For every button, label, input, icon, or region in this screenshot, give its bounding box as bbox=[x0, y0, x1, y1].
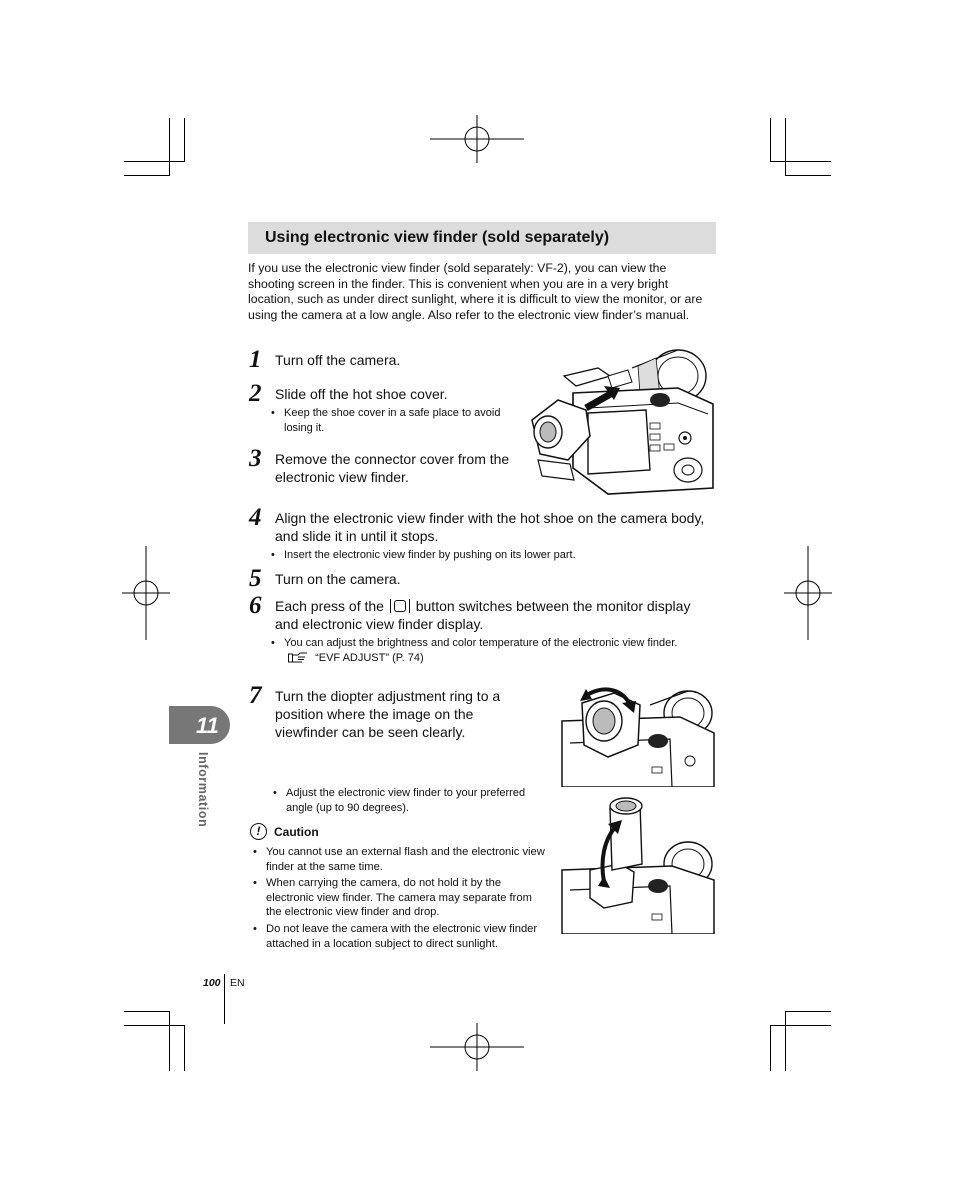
bullet: • bbox=[271, 549, 275, 561]
caution-item bbox=[253, 876, 548, 920]
step-7-number: 7 bbox=[249, 682, 262, 709]
diopter-adjust-illustration bbox=[560, 683, 716, 787]
section-title: Using electronic view finder (sold separately) bbox=[265, 229, 610, 246]
bullet: • bbox=[271, 407, 275, 419]
step-1-number: 1 bbox=[249, 346, 262, 373]
page-number-divider bbox=[224, 974, 225, 1024]
step-5-text: Turn on the camera. bbox=[275, 571, 401, 587]
step-2-note bbox=[271, 406, 504, 436]
step-4-note-text: Insert the electronic view finder by pushing on its lower part. bbox=[284, 549, 576, 561]
monitor-evf-button-icon bbox=[390, 599, 410, 613]
evf-tilt-illustration bbox=[560, 790, 716, 934]
step-3-text: Remove the connector cover from the electronic view finder. bbox=[275, 451, 510, 485]
step-1-text: Turn off the camera. bbox=[275, 352, 401, 368]
caution-item-text: When carrying the camera, do not hold it by the electronic view finder. The camera may separate from the electronic view finder and drop. bbox=[266, 877, 532, 919]
reference-hand-icon bbox=[288, 652, 308, 663]
registration-mark-top bbox=[430, 115, 524, 163]
chapter-label: Information bbox=[196, 752, 210, 828]
caution-item-text: You cannot use an external flash and the electronic view finder at the same time. bbox=[266, 846, 545, 873]
step-6-note-ref: “EVF ADJUST” (P. 74) bbox=[315, 652, 424, 664]
step-6-text-before: Each press of the bbox=[275, 598, 384, 614]
step-4-text: Align the electronic view finder with the hot shoe on the camera body, and slide it in until it stops. bbox=[275, 510, 705, 544]
chapter-number: 11 bbox=[196, 713, 219, 738]
step-6-note-text: You can adjust the brightness and color temperature of the electronic view finder. bbox=[284, 637, 678, 649]
step-7-note-text: Adjust the electronic view finder to your preferred angle (up to 90 degrees). bbox=[286, 787, 526, 814]
step-4-number: 4 bbox=[249, 504, 262, 531]
page-number: 100 bbox=[203, 977, 221, 989]
registration-mark-bottom bbox=[430, 1023, 524, 1071]
caution-item bbox=[253, 845, 548, 874]
step-2-number: 2 bbox=[249, 380, 262, 407]
step-6-note bbox=[271, 636, 704, 666]
step-6-text-after: button switches between the monitor display and electronic view finder display. bbox=[275, 598, 691, 632]
step-6-number: 6 bbox=[249, 592, 262, 619]
registration-mark-right bbox=[784, 546, 832, 640]
bullet: • bbox=[273, 787, 277, 799]
step-7-note bbox=[273, 786, 526, 816]
step-2-note-text: Keep the shoe cover in a safe place to avoid losing it. bbox=[284, 407, 501, 434]
step-5-number: 5 bbox=[249, 565, 262, 592]
step-3-number: 3 bbox=[249, 445, 262, 472]
bullet: • bbox=[271, 637, 275, 649]
caution-item bbox=[253, 922, 548, 951]
caution-title: Caution bbox=[274, 825, 319, 839]
bullet: • bbox=[253, 877, 257, 889]
intro-paragraph: If you use the electronic view finder (sold separately: VF-2), you can view the shooting screen in the finder. This is convenient when you are in a very bright location, such as under direct sunlight, where it is difficult to view the monitor, or are using the camera at a low angle. Also refer to the electronic view finder’s manual. bbox=[248, 261, 703, 323]
step-7-text: Turn the diopter adjustment ring to a position where the image on the viewfinder can be seen clearly. bbox=[275, 688, 501, 740]
caution-item-text: Do not leave the camera with the electronic view finder attached in a location subject to direct sunlight. bbox=[266, 923, 538, 950]
registration-mark-left bbox=[122, 546, 170, 640]
caution-icon: ! bbox=[250, 823, 267, 840]
step-6-text bbox=[275, 597, 715, 633]
camera-evf-attach-illustration bbox=[528, 348, 718, 498]
bullet: • bbox=[253, 923, 257, 935]
bullet: • bbox=[253, 846, 257, 858]
page-language: EN bbox=[230, 977, 245, 989]
step-2-text: Slide off the hot shoe cover. bbox=[275, 386, 448, 402]
step-4-note bbox=[271, 548, 704, 563]
